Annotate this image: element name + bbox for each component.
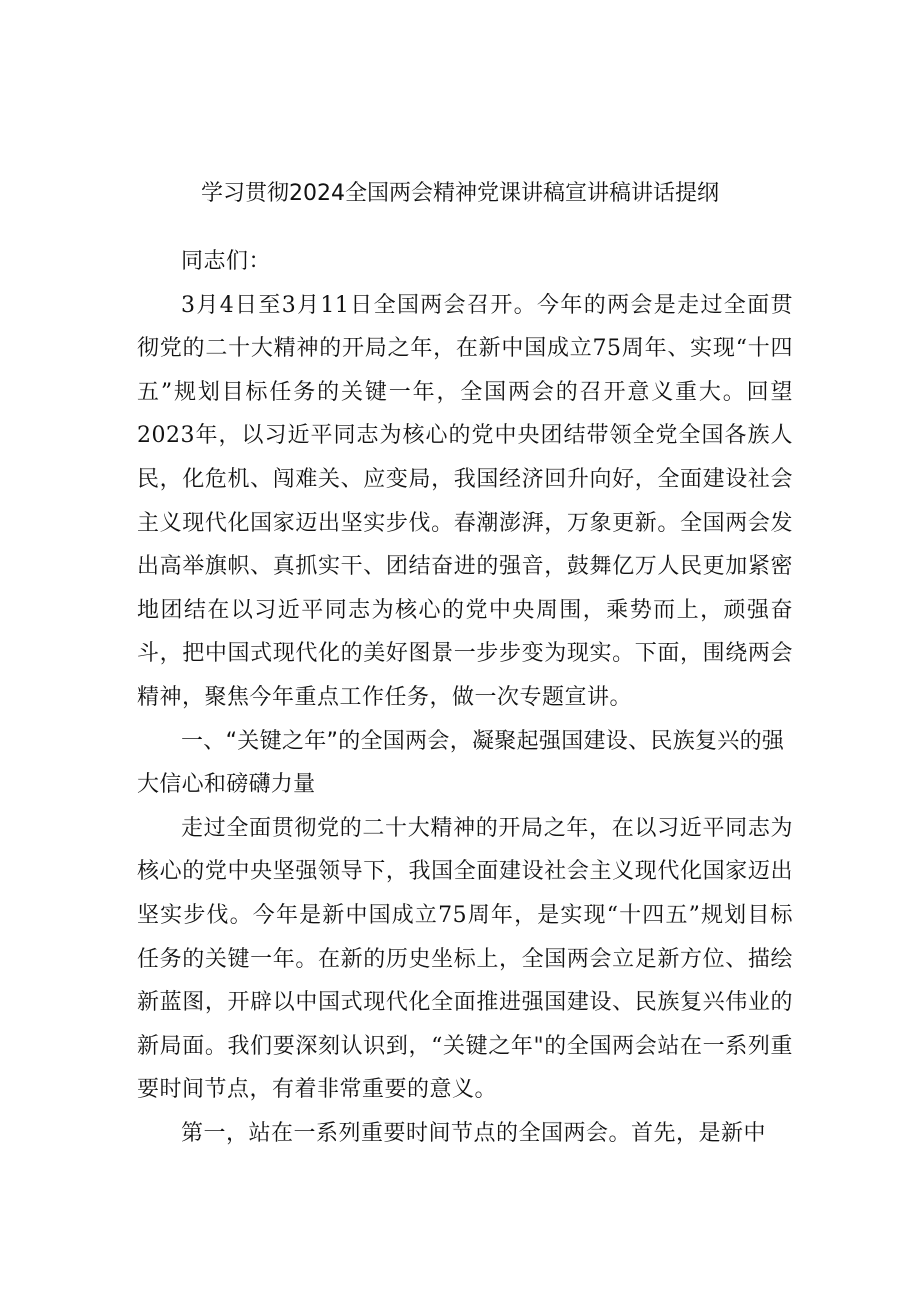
document-title: 学习贯彻2024全国两会精神党课讲稿宣讲稿讲话提纲	[201, 181, 719, 206]
section-paragraph: 第一，站在一系列重要时间节点的全国两会。首先，是新中	[181, 1120, 767, 1146]
section-heading: 一、“关键之年”的全国两会，凝聚起强国建设、民族复兴的强大信心和磅礴力量	[137, 728, 785, 798]
document-body	[137, 240, 793, 1155]
intro-paragraph: 3月4日至3月11日全国两会召开。今年的两会是走过全面贯彻党的二十大精神的开局之年，在新中国成立75周年、实现“十四五”规划目标任务的关键一年，全国两会的召开意义重大。回望2023年，以习近平同志为核心的党中央团结带领全党全国各族人民，化危机、闯难关、应变局，我国经济回升向好，全面建设社会主义现代化国家迈出坚实步伐。春潮澎湃，万象更新。全国两会发出高举旗帜、真抓实干、团结奋进的强音，鼓舞亿万人民更加紧密地团结在以习近平同志为核心的党中央周围，乘势而上，顽强奋斗，把中国式现代化的美好图景一步步变为现实。下面，围绕两会精神，聚焦今年重点工作任务，做一次专题宣讲。	[137, 292, 793, 710]
salutation: 同志们：	[181, 249, 272, 274]
section-paragraph: 走过全面贯彻党的二十大精神的开局之年，在以习近平同志为核心的党中央坚强领导下，我国全面建设社会主义现代化国家迈出坚实步伐。今年是新中国成立75周年，是实现“十四五”规划目标任务的关键一年。在新的历史坐标上，全国两会立足新方位、描绘新蓝图，开辟以中国式现代化全面推进强国建设、民族复兴伟业的新局面。我们要深刻认识到，“关键之年"的全国两会站在一系列重要时间节点，有着非常重要的意义。	[137, 815, 793, 1103]
